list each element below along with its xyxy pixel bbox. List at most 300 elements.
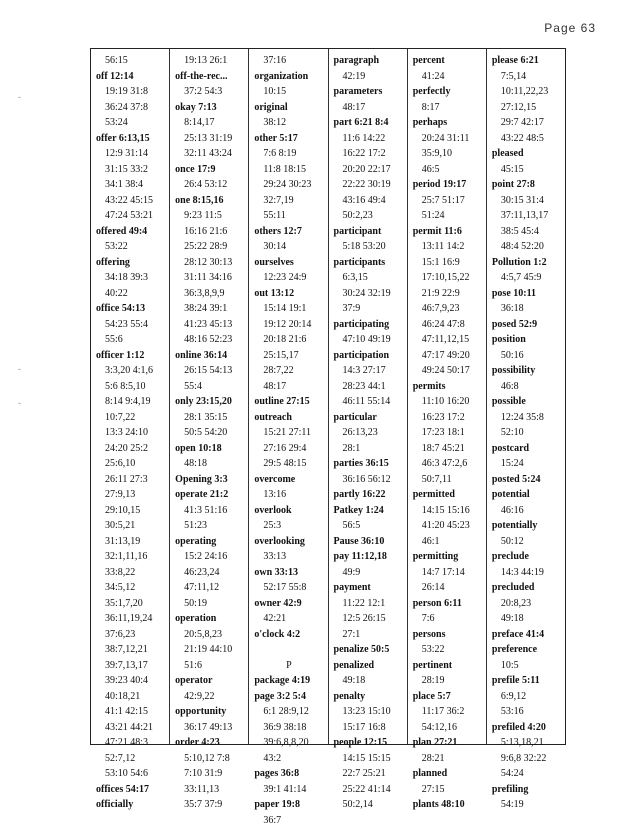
index-ref-line: 20:18 21:6 (254, 332, 327, 348)
index-ref-line: 25:22 28:9 (175, 239, 248, 255)
index-ref-line: 14:7 17:14 (413, 565, 486, 581)
index-ref-line: 41:3 51:16 (175, 503, 248, 519)
index-entry: Opening 3:3 (175, 472, 248, 488)
index-entry: partly 16:22 (334, 487, 407, 503)
index-ref-line: 50:2,23 (334, 208, 407, 224)
index-ref-line: 15:21 27:11 (254, 425, 327, 441)
index-entry: Patkey 1:24 (334, 503, 407, 519)
index-ref-line: 47:21 48:3 (96, 735, 169, 751)
index-entry: people 12:15 (334, 735, 407, 751)
index-entry: perfectly (413, 84, 486, 100)
index-column-1 (91, 49, 170, 744)
index-ref-line: 56:5 (334, 518, 407, 534)
index-ref-line: 42:19 (334, 69, 407, 85)
index-entry: offered 49:4 (96, 224, 169, 240)
index-ref-line: 46:11 55:14 (334, 394, 407, 410)
index-ref-line: 47:17 49:20 (413, 348, 486, 364)
index-entry: okay 7:13 (175, 100, 248, 116)
index-ref-line: 11:10 16:20 (413, 394, 486, 410)
index-ref-line: 48:16 52:23 (175, 332, 248, 348)
index-ref-line: 49:24 50:17 (413, 363, 486, 379)
index-ref-line: 25:13 31:19 (175, 131, 248, 147)
index-ref-line: 43:21 44:21 (96, 720, 169, 736)
index-ref-line: 16:23 17:2 (413, 410, 486, 426)
index-ref-line: 37:11,13,17 (492, 208, 565, 224)
index-ref-line: 38:12 (254, 115, 327, 131)
index-ref-line: 12:24 35:8 (492, 410, 565, 426)
index-entry: participant (334, 224, 407, 240)
index-entry: pay 11:12,18 (334, 549, 407, 565)
index-entry: overcome (254, 472, 327, 488)
index-ref-line: 18:7 45:21 (413, 441, 486, 457)
index-ref-line: 46:1 (413, 534, 486, 550)
index-entry: ourselves (254, 255, 327, 271)
page-number: Page 63 (544, 21, 596, 35)
index-entry: posted 5:24 (492, 472, 565, 488)
index-ref-line: 33:11,13 (175, 782, 248, 798)
index-entry: operation (175, 611, 248, 627)
index-ref-line: 7:10 31:9 (175, 766, 248, 782)
index-ref-line: 16:16 21:6 (175, 224, 248, 240)
index-entry: off 12:14 (96, 69, 169, 85)
index-ref-line: 30:14 (254, 239, 327, 255)
index-ref-line: 41:23 45:13 (175, 317, 248, 333)
index-entry: place 5:7 (413, 689, 486, 705)
index-entry: outreach (254, 410, 327, 426)
index-ref-line: 37:9 (334, 301, 407, 317)
index-ref-line: 36:16 56:12 (334, 472, 407, 488)
index-ref-line: 5:13,18,21 (492, 735, 565, 751)
index-column-5 (408, 49, 487, 744)
index-ref-line: 36:3,8,9,9 (175, 286, 248, 302)
index-ref-line: 40:18,21 (96, 689, 169, 705)
index-entry: possible (492, 394, 565, 410)
index-ref-line: 21:9 22:9 (413, 286, 486, 302)
index-ref-line: 36:11,19,24 (96, 611, 169, 627)
index-entry: potentially (492, 518, 565, 534)
index-ref-line: 46:16 (492, 503, 565, 519)
index-ref-line: 27:15 (413, 782, 486, 798)
index-ref-line: 26:14 (413, 580, 486, 596)
index-ref-line: 28:23 44:1 (334, 379, 407, 395)
index-entry: organization (254, 69, 327, 85)
index-ref-line: 52:10 (492, 425, 565, 441)
index-ref-line: 25:6,10 (96, 456, 169, 472)
index-entry: paragraph (334, 53, 407, 69)
index-ref-line: 47:11,12 (175, 580, 248, 596)
index-ref-line: 19:19 31:8 (96, 84, 169, 100)
index-ref-line: 3:3,20 4:1,6 (96, 363, 169, 379)
index-entry: please 6:21 (492, 53, 565, 69)
index-ref-line: 53:22 (96, 239, 169, 255)
index-ref-line: 52:17 55:8 (254, 580, 327, 596)
index-entry: persons (413, 627, 486, 643)
index-ref-line: 33:8,22 (96, 565, 169, 581)
index-entry: perhaps (413, 115, 486, 131)
index-ref-line: 46:8 (492, 379, 565, 395)
word-index-table (90, 48, 566, 745)
margin-mark: - (18, 364, 21, 374)
index-ref-line: 8:17 (413, 100, 486, 116)
index-ref-line: 22:22 30:19 (334, 177, 407, 193)
index-ref-line: 20:5,8,23 (175, 627, 248, 643)
index-ref-line: 21:19 44:10 (175, 642, 248, 658)
index-ref-line: 46:7,9,23 (413, 301, 486, 317)
index-entry: out 13:12 (254, 286, 327, 302)
index-ref-line: 15:2 24:16 (175, 549, 248, 565)
index-entry: participation (334, 348, 407, 364)
index-ref-line: 12:5 26:15 (334, 611, 407, 627)
index-ref-line: 7:5,14 (492, 69, 565, 85)
index-ref-line: 51:23 (175, 518, 248, 534)
index-entry: penalty (334, 689, 407, 705)
index-ref-line: 27:9,13 (96, 487, 169, 503)
index-entry: pages 36:8 (254, 766, 327, 782)
index-ref-line: 14:3 27:17 (334, 363, 407, 379)
index-ref-line: 5:6 8:5,10 (96, 379, 169, 395)
index-section-letter: P (254, 658, 327, 674)
margin-mark: - (18, 398, 21, 408)
index-ref-line: 31:15 33:2 (96, 162, 169, 178)
index-entry: pertinent (413, 658, 486, 674)
index-ref-line: 56:15 (96, 53, 169, 69)
index-ref-line: 41:1 42:15 (96, 704, 169, 720)
index-entry: penalize 50:5 (334, 642, 407, 658)
index-ref-line: 28:19 (413, 673, 486, 689)
index-ref-line: 36:7 (254, 813, 327, 828)
index-ref-line: 12:9 31:14 (96, 146, 169, 162)
index-ref-line (254, 642, 327, 658)
index-ref-line: 48:4 52:20 (492, 239, 565, 255)
index-ref-line: 10:11,22,23 (492, 84, 565, 100)
index-ref-line: 7:6 8:19 (254, 146, 327, 162)
index-ref-line: 11:17 36:2 (413, 704, 486, 720)
index-ref-line: 32:11 43:24 (175, 146, 248, 162)
index-ref-line: 36:9 38:18 (254, 720, 327, 736)
index-ref-line: 15:1 16:9 (413, 255, 486, 271)
index-ref-line: 19:12 20:14 (254, 317, 327, 333)
index-ref-line: 31:11 34:16 (175, 270, 248, 286)
index-ref-line: 51:6 (175, 658, 248, 674)
index-entry: operator (175, 673, 248, 689)
index-ref-line: 54:23 55:4 (96, 317, 169, 333)
index-ref-line: 14:15 15:15 (334, 751, 407, 767)
index-ref-line: 26:13,23 (334, 425, 407, 441)
index-entry: point 27:8 (492, 177, 565, 193)
index-ref-line: 6:3,15 (334, 270, 407, 286)
index-entry: plants 48:10 (413, 797, 486, 813)
index-ref-line: 29:24 30:23 (254, 177, 327, 193)
index-column-2 (170, 49, 249, 744)
index-entry: outline 27:15 (254, 394, 327, 410)
index-ref-line: 39:1 41:14 (254, 782, 327, 798)
index-ref-line: 41:20 45:23 (413, 518, 486, 534)
index-ref-line: 42:9,22 (175, 689, 248, 705)
index-ref-line: 7:6 (413, 611, 486, 627)
index-ref-line: 38:5 45:4 (492, 224, 565, 240)
index-entry: permitted (413, 487, 486, 503)
index-ref-line: 32:7,19 (254, 193, 327, 209)
index-ref-line: 55:4 (175, 379, 248, 395)
index-entry: postcard (492, 441, 565, 457)
index-entry: off-the-rec... (175, 69, 248, 85)
index-ref-line: 46:24 47:8 (413, 317, 486, 333)
index-ref-line: 36:18 (492, 301, 565, 317)
index-ref-line: 50:16 (492, 348, 565, 364)
index-entry: owner 42:9 (254, 596, 327, 612)
index-ref-line: 36:24 37:8 (96, 100, 169, 116)
index-ref-line: 31:13,19 (96, 534, 169, 550)
index-ref-line: 14:15 15:16 (413, 503, 486, 519)
index-ref-line: 13:16 (254, 487, 327, 503)
index-ref-line: 30:15 31:4 (492, 193, 565, 209)
index-entry: offering (96, 255, 169, 271)
index-ref-line: 11:22 12:1 (334, 596, 407, 612)
index-entry: office 54:13 (96, 301, 169, 317)
index-entry: officially (96, 797, 169, 813)
index-ref-line: 15:24 (492, 456, 565, 472)
index-ref-line: 13:11 14:2 (413, 239, 486, 255)
index-ref-line: 49:9 (334, 565, 407, 581)
index-ref-line: 28:1 (334, 441, 407, 457)
index-ref-line: 52:7,12 (96, 751, 169, 767)
index-entry: order 4:23 (175, 735, 248, 751)
index-entry: pleased (492, 146, 565, 162)
index-entry: offer 6:13,15 (96, 131, 169, 147)
index-ref-line: 43:22 48:5 (492, 131, 565, 147)
index-ref-line: 55:6 (96, 332, 169, 348)
index-entry: open 10:18 (175, 441, 248, 457)
index-ref-line: 46:5 (413, 162, 486, 178)
index-ref-line: 30:24 32:19 (334, 286, 407, 302)
index-entry: online 36:14 (175, 348, 248, 364)
index-ref-line: 38:7,12,21 (96, 642, 169, 658)
index-ref-line: 47:11,12,15 (413, 332, 486, 348)
index-entry: posed 52:9 (492, 317, 565, 333)
index-ref-line: 28:12 30:13 (175, 255, 248, 271)
index-ref-line: 11:8 18:15 (254, 162, 327, 178)
index-ref-line: 30:5,21 (96, 518, 169, 534)
index-ref-line: 10:5 (492, 658, 565, 674)
index-ref-line: 11:6 14:22 (334, 131, 407, 147)
index-entry: operating (175, 534, 248, 550)
index-ref-line: 8:14,17 (175, 115, 248, 131)
index-ref-line: 12:23 24:9 (254, 270, 327, 286)
index-entry: overlook (254, 503, 327, 519)
index-ref-line: 15:14 19:1 (254, 301, 327, 317)
index-ref-line: 9:6,8 32:22 (492, 751, 565, 767)
index-ref-line: 32:1,11,16 (96, 549, 169, 565)
index-ref-line: 50:7,11 (413, 472, 486, 488)
index-ref-line: 54:12,16 (413, 720, 486, 736)
index-ref-line: 37:6,23 (96, 627, 169, 643)
index-entry: others 12:7 (254, 224, 327, 240)
index-entry: plan 27:21 (413, 735, 486, 751)
index-ref-line: 25:7 51:17 (413, 193, 486, 209)
index-entry: officer 1:12 (96, 348, 169, 364)
index-entry: potential (492, 487, 565, 503)
index-entry: penalized (334, 658, 407, 674)
index-entry: prefiled 4:20 (492, 720, 565, 736)
index-ref-line: 43:2 (254, 751, 327, 767)
index-ref-line: 53:22 (413, 642, 486, 658)
index-ref-line: 38:24 39:1 (175, 301, 248, 317)
index-ref-line: 53:24 (96, 115, 169, 131)
index-ref-line: 5:10,12 7:8 (175, 751, 248, 767)
index-ref-line: 17:23 18:1 (413, 425, 486, 441)
index-ref-line: 29:7 42:17 (492, 115, 565, 131)
index-entry: preclude (492, 549, 565, 565)
index-ref-line: 47:24 53:21 (96, 208, 169, 224)
index-ref-line: 25:3 (254, 518, 327, 534)
index-ref-line: 4:5,7 45:9 (492, 270, 565, 286)
index-ref-line: 49:18 (492, 611, 565, 627)
index-entry: pose 10:11 (492, 286, 565, 302)
index-ref-line: 43:16 49:4 (334, 193, 407, 209)
index-entry: prefile 5:11 (492, 673, 565, 689)
index-entry: parties 36:15 (334, 456, 407, 472)
index-ref-line: 6:1 28:9,12 (254, 704, 327, 720)
index-ref-line: 29:5 48:15 (254, 456, 327, 472)
index-ref-line: 50:5 54:20 (175, 425, 248, 441)
index-ref-line: 37:16 (254, 53, 327, 69)
index-column-6 (487, 49, 565, 744)
index-ref-line: 36:17 49:13 (175, 720, 248, 736)
index-column-4 (329, 49, 408, 744)
index-entry: Pause 36:10 (334, 534, 407, 550)
index-ref-line: 26:15 54:13 (175, 363, 248, 379)
index-ref-line: 17:10,15,22 (413, 270, 486, 286)
index-ref-line: 48:17 (334, 100, 407, 116)
index-entry: part 6:21 8:4 (334, 115, 407, 131)
index-entry: offices 54:17 (96, 782, 169, 798)
index-ref-line: 6:9,12 (492, 689, 565, 705)
index-ref-line: 49:18 (334, 673, 407, 689)
index-ref-line: 16:22 17:2 (334, 146, 407, 162)
index-entry: person 6:11 (413, 596, 486, 612)
index-ref-line: 37:2 54:3 (175, 84, 248, 100)
index-ref-line: 34:1 38:4 (96, 177, 169, 193)
index-ref-line: 43:22 45:15 (96, 193, 169, 209)
index-ref-line: 50:19 (175, 596, 248, 612)
index-ref-line: 5:18 53:20 (334, 239, 407, 255)
index-ref-line: 20:8,23 (492, 596, 565, 612)
index-entry: percent (413, 53, 486, 69)
index-column-3 (249, 49, 328, 744)
index-entry: possibility (492, 363, 565, 379)
index-ref-line: 34:18 39:3 (96, 270, 169, 286)
index-entry: particular (334, 410, 407, 426)
index-entry: once 17:9 (175, 162, 248, 178)
index-ref-line: 33:13 (254, 549, 327, 565)
index-ref-line: 27:16 29:4 (254, 441, 327, 457)
index-ref-line: 25:15,17 (254, 348, 327, 364)
index-ref-line: 13:3 24:10 (96, 425, 169, 441)
index-entry: paper 19:8 (254, 797, 327, 813)
index-entry: payment (334, 580, 407, 596)
index-ref-line: 48:17 (254, 379, 327, 395)
index-ref-line: 35:7 37:9 (175, 797, 248, 813)
index-ref-line: 8:14 9:4,19 (96, 394, 169, 410)
index-entry: permit 11:6 (413, 224, 486, 240)
index-entry: preference (492, 642, 565, 658)
index-entry: participants (334, 255, 407, 271)
index-ref-line: 20:20 22:17 (334, 162, 407, 178)
index-entry: package 4:19 (254, 673, 327, 689)
index-entry: prefiling (492, 782, 565, 798)
index-ref-line: 54:19 (492, 797, 565, 813)
index-entry: permits (413, 379, 486, 395)
index-ref-line: 22:7 25:21 (334, 766, 407, 782)
index-ref-line: 40:22 (96, 286, 169, 302)
index-ref-line: 28:7,22 (254, 363, 327, 379)
index-ref-line: 48:18 (175, 456, 248, 472)
index-ref-line: 28:1 35:15 (175, 410, 248, 426)
index-ref-line: 53:10 54:6 (96, 766, 169, 782)
index-entry: page 3:2 5:4 (254, 689, 327, 705)
index-entry: precluded (492, 580, 565, 596)
index-entry: overlooking (254, 534, 327, 550)
index-ref-line: 47:10 49:19 (334, 332, 407, 348)
index-ref-line: 50:12 (492, 534, 565, 550)
index-entry: one 8:15,16 (175, 193, 248, 209)
index-ref-line: 51:24 (413, 208, 486, 224)
index-ref-line: 55:11 (254, 208, 327, 224)
index-ref-line: 10:7,22 (96, 410, 169, 426)
index-entry: period 19:17 (413, 177, 486, 193)
index-ref-line: 13:23 15:10 (334, 704, 407, 720)
index-ref-line: 9:23 11:5 (175, 208, 248, 224)
index-ref-line: 34:5,12 (96, 580, 169, 596)
index-ref-line: 19:13 26:1 (175, 53, 248, 69)
index-entry: position (492, 332, 565, 348)
index-ref-line: 39:7,13,17 (96, 658, 169, 674)
index-ref-line: 14:3 44:19 (492, 565, 565, 581)
index-ref-line: 24:20 25:2 (96, 441, 169, 457)
index-ref-line: 26:11 27:3 (96, 472, 169, 488)
index-entry: parameters (334, 84, 407, 100)
margin-mark: - (18, 92, 21, 102)
index-ref-line: 27:1 (334, 627, 407, 643)
index-entry: planned (413, 766, 486, 782)
index-ref-line: 25:22 41:14 (334, 782, 407, 798)
index-ref-line: 53:16 (492, 704, 565, 720)
index-ref-line: 26:4 53:12 (175, 177, 248, 193)
index-ref-line: 54:24 (492, 766, 565, 782)
index-ref-line: 39:23 40:4 (96, 673, 169, 689)
index-ref-line: 42:21 (254, 611, 327, 627)
index-ref-line: 41:24 (413, 69, 486, 85)
index-ref-line: 35:9,10 (413, 146, 486, 162)
index-ref-line: 15:17 16:8 (334, 720, 407, 736)
index-entry: operate 21:2 (175, 487, 248, 503)
index-ref-line: 27:12,15 (492, 100, 565, 116)
index-entry: other 5:17 (254, 131, 327, 147)
index-ref-line: 46:23,24 (175, 565, 248, 581)
index-ref-line: 28:21 (413, 751, 486, 767)
index-ref-line: 35:1,7,20 (96, 596, 169, 612)
index-entry: permitting (413, 549, 486, 565)
index-entry: preface 41:4 (492, 627, 565, 643)
index-ref-line: 20:24 31:11 (413, 131, 486, 147)
index-entry: participating (334, 317, 407, 333)
index-entry: o'clock 4:2 (254, 627, 327, 643)
index-ref-line: 45:15 (492, 162, 565, 178)
index-entry: only 23:15,20 (175, 394, 248, 410)
index-ref-line: 46:3 47:2,6 (413, 456, 486, 472)
index-entry: own 33:13 (254, 565, 327, 581)
index-entry: original (254, 100, 327, 116)
